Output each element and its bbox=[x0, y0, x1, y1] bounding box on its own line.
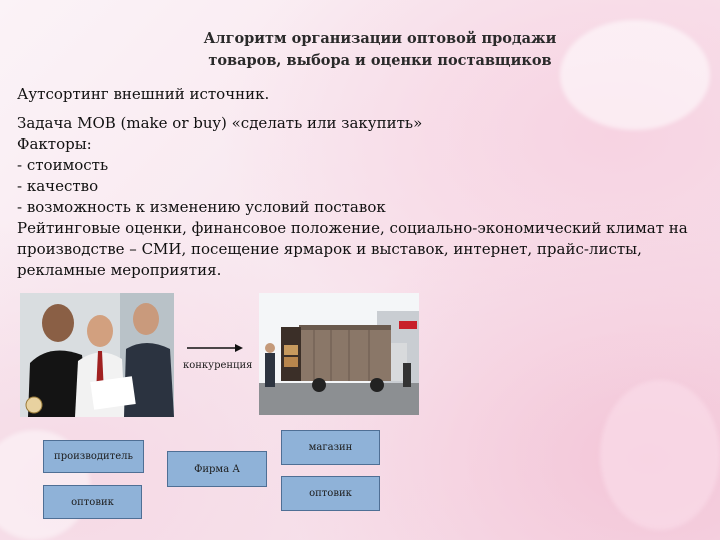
factor-item: - возможность к изменению условий поставок bbox=[17, 198, 386, 216]
title-line-2: товаров, выбора и оценки поставщиков bbox=[208, 52, 552, 69]
background-petal bbox=[600, 380, 720, 530]
task-line: Задача MOB (make or buy) «сделать или закупить» bbox=[17, 114, 423, 132]
business-meeting-photo bbox=[20, 293, 174, 417]
competition-label: конкуренция bbox=[183, 360, 253, 371]
delivery-truck-photo bbox=[259, 293, 419, 415]
producer-box: производитель bbox=[43, 440, 144, 473]
factor-item: - стоимость bbox=[17, 156, 109, 174]
business-meeting-illustration bbox=[20, 293, 174, 417]
title-line-1: Алгоритм организации оптовой продажи bbox=[203, 30, 557, 47]
ratings-line: рекламные мероприятия. bbox=[17, 261, 222, 279]
factor-item: - качество bbox=[17, 177, 99, 195]
body-text-block bbox=[17, 113, 697, 281]
firm-a-box: Фирма А bbox=[167, 451, 267, 487]
wholesaler-right-box: оптовик bbox=[281, 476, 380, 511]
wholesaler-left-box: оптовик bbox=[43, 485, 142, 519]
slide-title bbox=[190, 28, 570, 72]
competition-arrow bbox=[185, 343, 245, 353]
ratings-line: производстве – СМИ, посещение ярмарок и выставок, интернет, прайс-листы, bbox=[17, 240, 642, 258]
shop-box: магазин bbox=[281, 430, 380, 465]
ratings-line: Рейтинговые оценки, финансовое положение, социально-экономический климат на bbox=[17, 219, 688, 237]
factors-heading: Факторы: bbox=[17, 135, 92, 153]
delivery-truck-illustration bbox=[259, 293, 419, 415]
outsourcing-line: Аутсортинг внешний источник. bbox=[17, 85, 270, 103]
